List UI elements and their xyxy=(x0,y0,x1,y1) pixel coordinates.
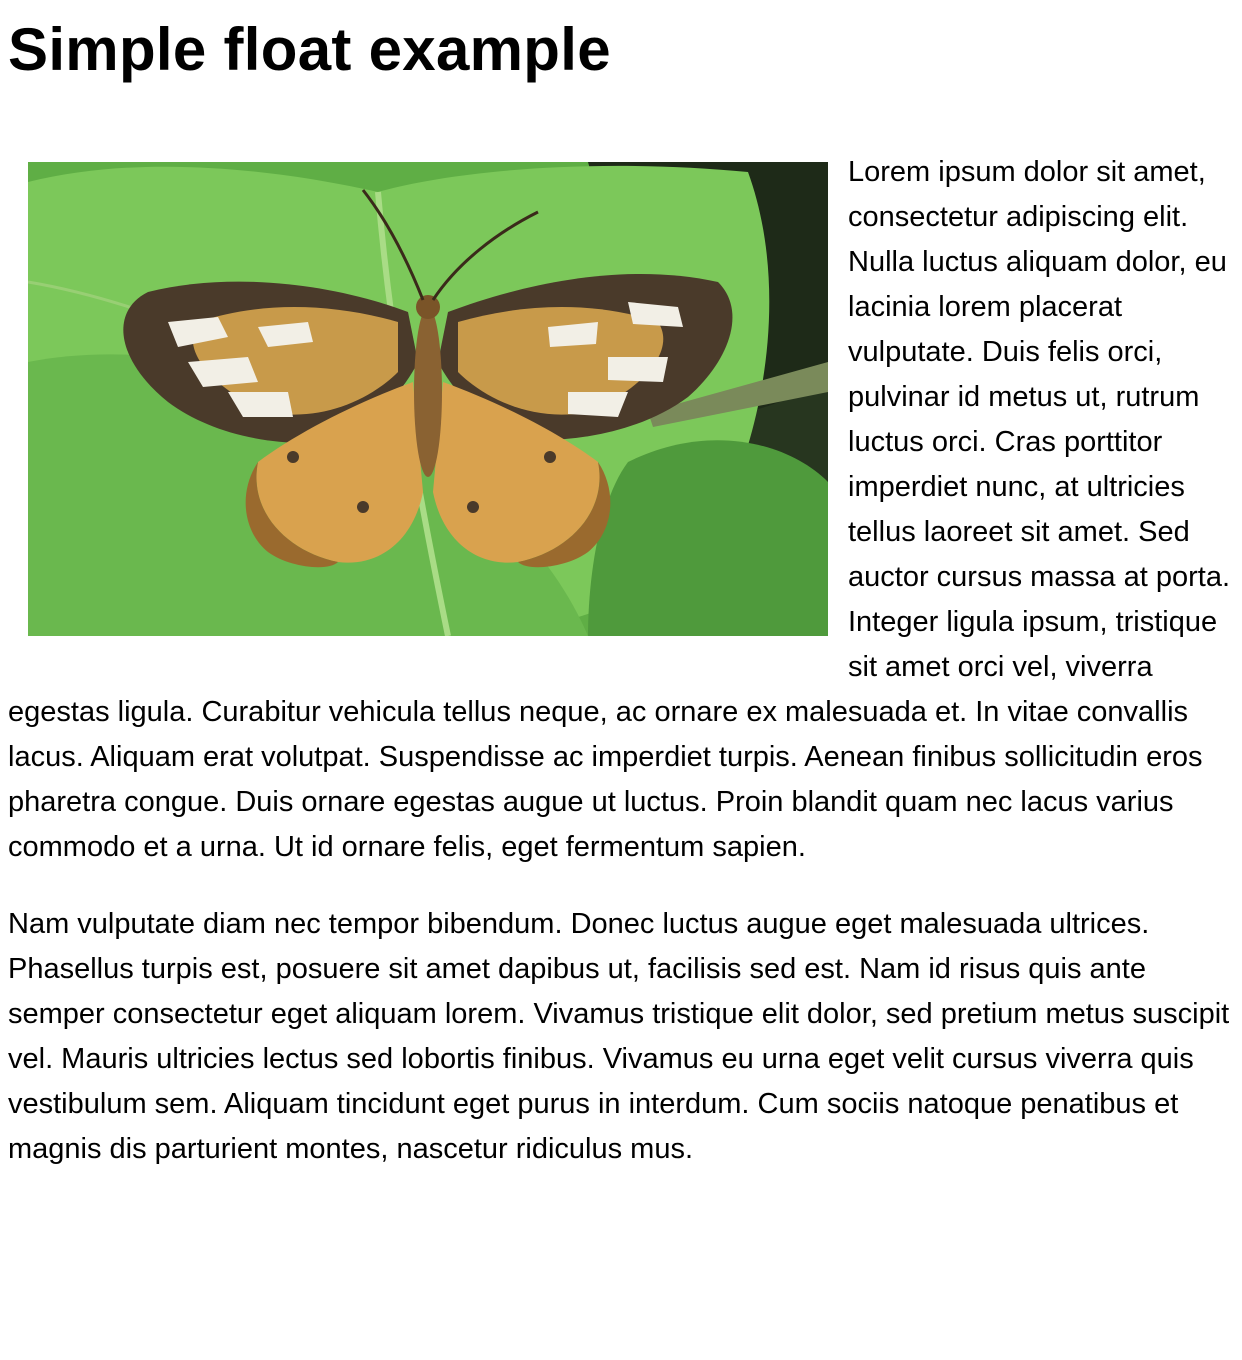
butterfly-image xyxy=(28,162,828,636)
paragraph-1: Lorem ipsum dolor sit amet, consectetur adipiscing elit. Nulla luctus aliquam dolor, eu lacinia lorem placerat vulputate. Duis felis orci, pulvinar id metus ut, rutrum luctus orci. Cras porttitor imperdiet nunc, at ultricies tellus laoreet sit amet. Sed auctor cursus massa at porta. Integer ligula ipsum, tristique sit amet orci vel, viverra egestas ligula. Curabitur vehicula tellus neque, ac ornare ex malesuada et. In vitae convallis lacus. Aliquam erat volutpat. Suspendisse ac imperdiet turpis. Aenean finibus sollicitudin eros pharetra congue. Duis ornare egestas augue ut luctus. Proin blandit quam nec lacus varius commodo et a urna. Ut id ornare felis, eget fermentum sapien. xyxy=(8,156,1230,863)
butterfly-body xyxy=(414,307,442,477)
page-title: Simple float example xyxy=(8,16,611,83)
page xyxy=(0,14,1242,1172)
article-content xyxy=(8,150,1234,1172)
paragraph-2: Nam vulputate diam nec tempor bibendum. Donec luctus augue eget malesuada ultrices. Phasellus turpis est, posuere sit amet dapibus ut, facilisis sed est. Nam id risus quis ante semper consectetur eget aliquam lorem. Vivamus tristique elit dolor, sed pretium metus suscipit vel. Mauris ultricies lectus sed lobortis finibus. Vivamus eu urna eget velit cursus viverra quis vestibulum sem. Aliquam tincidunt eget purus in interdum. Cum sociis natoque penatibus et magnis dis parturient montes, nascetur ridiculus mus. xyxy=(8,908,1230,1165)
